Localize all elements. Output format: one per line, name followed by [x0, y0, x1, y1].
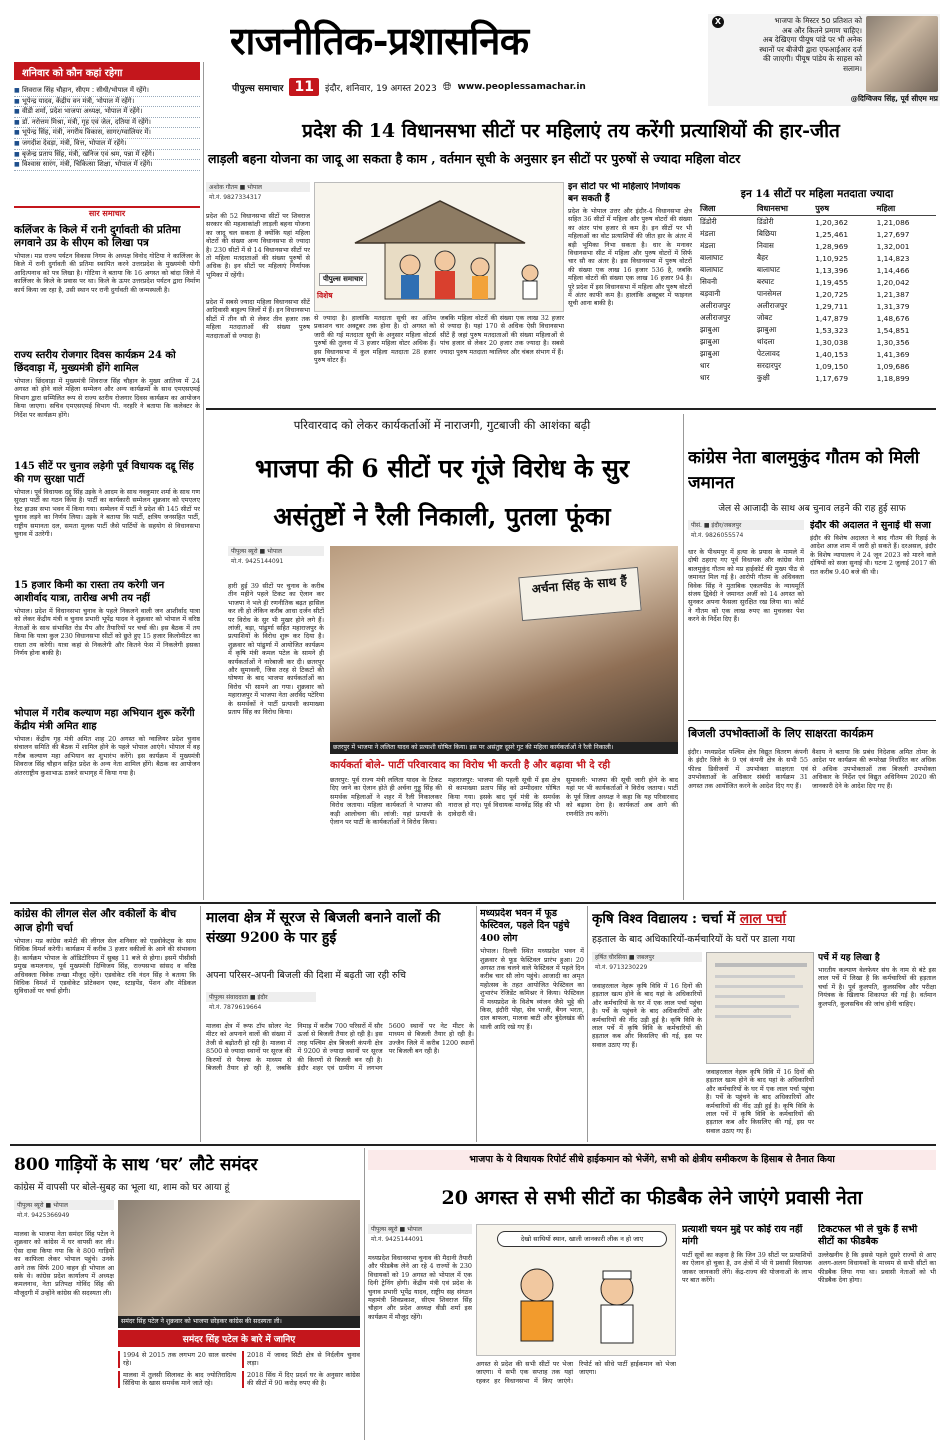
byline: पीपुल्स ब्यूरो ■ भोपाल मो.नं. 9425144091: [228, 546, 324, 572]
story-body: जवाहरलाल नेहरू कृषि विवि में 16 दिनों की हड़ताल खत्म होने के बाद यहां के अधिकारियों और कर्मचारियों के घर में एक लाल पर्चा पहुंचा है। पर्चे के पहुंचने के बाद अधिकारियों और कर्मचारियों की नींद उड़ी हुई है। कृषि विवि के लाल पर्चे में कृषि विवि के कर्मचारियों की हड़ताल कब और किसलिए की गई, इस पर सवाल उठाए गए हैं।: [592, 982, 702, 1049]
tweet-box: [708, 14, 940, 106]
list-item: मालवा में तुलसी सिलावट के बाद ज्योतिरादित्य सिंधिया के खास समर्थक माने जाते रहे।: [118, 1371, 236, 1388]
list-item: ■ जगदीश देवड़ा, मंत्री, वित्त, भोपाल में रहेंगे।: [14, 139, 200, 150]
data-table: [698, 202, 936, 384]
samandar-subhead: कांग्रेस में वापसी पर बोले-सुबह का भूला था, शाम को घर आया हूं: [14, 1182, 230, 1193]
list-item: ■ भूपेन्द्र सिंह, मंत्री, नगरीय विकास, सागर/ग्वालियर में।: [14, 128, 200, 139]
story-body: मालवा के भाजपा नेता समंदर सिंह पटेल ने शुक्रवार को कांग्रेस में घर वापसी कर ली। ऐसा दावा किया गया कि वे 800 गाड़ियों का काफिला लेकर भोपाल पहुंचे। उनके आने तक सिर्फ 200 वाहन ही भोपाल आ सके थे। कांग्रेस प्रदेश कार्यालय में अध्यक्ष कमलनाथ, नेता प्रतिपक्ष गोविंद सिंह की मौजूदगी में उन्होंने कांग्रेस की सदस्यता ली।: [14, 1230, 114, 1297]
joining-photo: [118, 1200, 360, 1316]
agri-subhead: हड़ताल के बाद अधिकारियों-कर्मचारियों के घरों पर डाला गया: [592, 934, 796, 945]
tweet-line: स्थानों पर बीजेपी द्वारा एफआईआर दर्ज: [759, 44, 862, 54]
table-row: बालाघाट बालाघाट 1,13,396 1,14,466: [700, 265, 910, 275]
agri-headline: कृषि विश्व विद्यालय : चर्चा में लाल पर्चा: [592, 911, 787, 927]
tweet-line: सलाम।: [843, 63, 862, 73]
byline: पीपुल्स संवाददाता ■ इंदौर मो.नं. 7879619664: [206, 992, 316, 1018]
schedule-sidebar: [14, 62, 200, 212]
tweet-line: अब देखिएगा पीयूष पांडे पर भी अनेक: [762, 35, 862, 45]
story-headline: प्रदेश की 14 विधानसभा सीटों पर महिलाएं तय करेंगी प्रत्याशियों की हार-जीत: [302, 120, 840, 142]
table-row: मंडला निवास 1,28,969 1,32,001: [700, 241, 910, 251]
story-headline: मध्यप्रदेश भवन में फूड फेस्टिवल, पहले दिन पहुंचे 400 लोग: [480, 908, 570, 944]
side-body: प्रदेश के भोपाल उत्तर और इंदौर-4 विधानसभा क्षेत्र सहित 36 सीटों में महिला और पुरुष वोटरों की संख्या का अंतर पांच हजार से कम है। इन सीटों पर भी महिलाओं का वोट प्रत्याशियों की जीत हार के अंतर में बड़ी भूमिका निभा सकता है। धार के मनावर विधानसभा सीट में महिला और पुरुष वोटरों में सिर्फ चार सौ का अंतर है। इस विधानसभा में पुरुष वोटरों की संख्या एक लाख 16 हजार 536 है, जबकि महिला वोटरों की संख्या एक लाख 16 हजार 94 है। पूरे प्रदेश में इस विधानसभा में महिला और पुरुष वोटरों में अंतर काफी कम है। हालांकि अक्टूबर में फाइनल सूची आना बाकी है।: [568, 207, 692, 308]
side-body: पार्टी सूत्रों का कहना है कि जिन 39 सीटों पर प्रत्याशियों का ऐलान हो चुका है, उन क्षेत्रों में भी ये प्रवासी विधायक जाकर जानकारी लेंगे। केंद्र-राज्य की योजनाओं के लाभ पर बात करेंगे।: [682, 1250, 812, 1285]
facts-title: समंदर सिंह पटेल के बारे में जानिए: [118, 1330, 360, 1347]
voter-table: [698, 186, 936, 400]
brief-body: भोपाल। छिंदवाड़ा में मुख्यमंत्री शिवराज सिंह चौहान के मुख्य आतिथ्य में 24 अगस्त को होने वाले महिला सम्मेलन और अन्य कार्यक्रमों के साथ एमएसएमई विभाग द्वारा सम्मिलित रूप से राज्य स्तरीय रोजगार दिवस कार्यक्रम का आयोजन किया जाएगा। सचिव एमएसएमई विभाग पी. नरहरि ने बताया कि कलेक्टर के निर्देश पर कार्यक्रम होंगे।: [14, 377, 200, 419]
story-body: जबकि महिला वोटरों की संख्या एक लाख 32 हजार से ज्यादा है। यहां 170 से अधिक ऐसी विधानसभा सीटें हैं जहां पुरुष मतदाताओं की संख्या महिलाओं से पांच हजार से लेकर 20 हजार तक ज्यादा है। सबसे ज्यादा पुरुष मतदाता ग्वालियर और चंबल संभाग में हैं।: [440, 314, 564, 356]
tweet-author: @दिग्विजय सिंह, पूर्व सीएम मप्र: [850, 94, 938, 103]
list-item: ■ डॉ. नरोत्तम मिश्रा, मंत्री, गृह एवं जेल, दतिया में रहेंगे।: [14, 118, 200, 129]
side-headline: टिकटफल भी ले चुके हैं सभी सीटों का फीडबैक: [818, 1224, 918, 1248]
samandar-headline: 800 गाड़ियों के साथ ‘घर’ लौटे समंदर: [14, 1155, 258, 1175]
leaflet-photo: [706, 952, 814, 1064]
photo-caption: समंदर सिंह पटेल ने शुक्रवार को भाजपा छोड़कर कांग्रेस की सदस्यता ली।: [118, 1316, 360, 1328]
story-subhead: लाड़ली बहना योजना का जादू आ सकता है काम , वर्तमान सूची के अनुसार इन सीटों पर पुरुषों से ज्यादा महिला वोटर: [208, 151, 741, 166]
twitter-icon: X: [712, 16, 724, 28]
side-body: भारतीय कल्याण वेलफेयर संघ के नाम से बंटे इस लाल पर्चे में लिखा है कि कर्मचारियों की हड़ताल चर्चा में है। पूर्व कुलपति, कुलसचिव और परीक्षा नियंत्रक के खिलाफ शिकायत की गई है। वर्तमान कुलपति, कुलसचिव की जांच होनी चाहिए।: [818, 966, 936, 1008]
bjp-subhead: कार्यकर्ता बोले- पार्टी परिवारवाद का विरोध भी करती है और बढ़ावा भी दे रही: [330, 760, 611, 771]
protest-banner: अर्चना सिंह के साथ हैं: [518, 567, 641, 621]
byline: पीपुल्स ब्यूरो ■ भोपाल मो.नं. 9425366949: [14, 1200, 114, 1226]
brief-headline: भोपाल में गरीब कल्याण महा अभियान शुरू करेंगी केंद्रीय मंत्री अमित शाह: [14, 708, 195, 732]
story-body: मध्यप्रदेश विधानसभा चुनाव की मैदानी तैयारी और फीडबैक लेने आ रहे 4 राज्यों के 230 विधायकों को 19 अगस्त को भोपाल में एक दिनी ट्रेनिंग होगी। केंद्रीय मंत्री एवं प्रदेश के चुनाव प्रभारी भूपेंद्र यादव, राष्ट्रीय सह संगठन महामंत्री शिवप्रकाश, सीएम शिवराज सिंह चौहान और प्रदेश अध्यक्ष वीडी शर्मा इस कार्यक्रम में मौजूद रहेंगे।: [368, 1254, 472, 1321]
cartoon-label: पीपुल्स समाचार: [319, 273, 367, 286]
power-headline: बिजली उपभोक्ताओं के लिए साक्षरता कार्यक्रम: [688, 727, 874, 740]
legal-cell-story: [14, 908, 196, 1140]
brief-body: भोपाल। मप्र राज्य पर्यटन विकास निगम के अध्यक्ष विनोद गोटिया ने कालिंजर के किले में रानी दुर्गावती की प्रतिमा स्थापित करने उत्तरप्रदेश के मुख्यमंत्री योगी आदित्यनाथ को पत्र लिखा है। गोटिया ने बताया कि 16 अगस्त को बांदा जिले में कालिंजर के किले के प्रवास पर था। किले के ऊपर उत्तरप्रदेश पर्यटन द्वारा निर्माण कार्य किया जा रहा है, उसी स्थान पर रानी दुर्गावती की जन्मस्थली है।: [14, 252, 200, 294]
bjp-kicker: परिवारवाद को लेकर कार्यकर्ताओं में नाराजगी, गुटबाजी की आशंका बढ़ी: [293, 418, 591, 432]
table-row: बड़वानी पानसेमल 1,20,725 1,21,387: [700, 289, 910, 299]
brief-headline: 145 सीटें पर चुनाव लड़ेगी पूर्व विधायक दद्दू सिंह की गण सुरक्षा पार्टी: [14, 461, 194, 485]
food-fest-story: [480, 908, 584, 1140]
list-item: 2018 में जावद सिटी क्षेत्र से निर्दलीय चुनाव लड़ा।: [242, 1351, 360, 1368]
brief-body: भोपाल। प्रदेश में विधानसभा चुनाव के पहले निकलने वाली जन आशीर्वाद यात्रा को लेकर केंद्रीय मंत्री व चुनाव प्रभारी भूपेंद्र यादव ने शुक्रवार को भोपाल में वरिष्ठ नेताओं के साथ संभावित रोड मैप और तैयारियों पर चर्चा की। इस बैठक में तय किया कि यात्रा कुल 230 विधानसभा सीटों को छुते हुए 15 हजार किलोमीटर का रास्ता तय करेगी। यात्रा कहां से निकलेगी और कितने फेस में निकलेगी इसका निर्णय होना बाकी है।: [14, 607, 200, 658]
bjp-headline-2: असंतुष्टों ने रैली निकाली, पुतला फूंका: [273, 502, 611, 531]
feedback-headline: 20 अगस्त से सभी सीटों का फीडबैक लेने जाएंगे प्रवासी नेता: [441, 1187, 863, 1209]
special-tag: विशेष: [317, 291, 333, 300]
table-row: डिंडोरी डिंडोरी 1,20,362 1,21,086: [700, 217, 910, 227]
cartoon-illustration: [314, 182, 564, 312]
table-row: बालाघाट बैहर 1,10,925 1,14,823: [700, 253, 910, 263]
table-row: अलीराजपुर जोबट 1,47,879 1,48,676: [700, 313, 910, 323]
congress-sidebar: [810, 520, 936, 716]
story-body: हारी हुई 39 सीटों पर चुनाव के करीब तीन महीने पहले टिकट का ऐलान कर भाजपा ने भले ही रणनीतिक बढ़त हासिल कर ली हो लेकिन करीब आधा दर्जन सीटों पर विरोध के सुर भी मुखर होने लगे हैं। लांजी, बड़ा, पांढुर्णा सहित महाराजपुर के प्रत्याशियों के विरोध शुरू कर दिया है। शुक्रवार को पांढुर्णा में आयोजित कार्यक्रम में कृषि मंत्री कमल पटेल के सामने ही कार्यकर्ताओं ने नारेबाजी कर दी। छतरपुर और सुमावली, जिस तरह से टिकटों की घोषणा के बाद भाजपा कार्यकर्ताओं का विरोध भी सामने आ गया। शुक्रवार को महाराजपुर में भाजपा नेता अरविंद पटेरिया के समर्थकों ने पार्टी प्रत्याशी कामाख्या प्रताप सिंह का विरोध किया।: [228, 582, 324, 717]
side-body: इंदौर की विशेष अदालत ने बाद गौतम की रिहाई के आदेश आज शाम में जारी हो सकते हैं। दरअसल, इंदौर के विशेष न्यायालय ने 24 जून 2023 को मारने वाले दोषियों को सजा सुनाई थी। घटना 2 जुलाई 2017 की रात करीब 9.40 बजे की थी।: [810, 534, 936, 576]
brief-body: भोपाल। पूर्व विधायक दद्दू सिंह उइके ने आदम के साथ नवकुमार शर्मा के साथ गण सुरक्षा पार्टी का गठन किया है। पार्टी का कार्यकारी सम्मेलन शुक्रवार को एमएलए रेस्ट हाउस सभा भवन में किया गया। सम्मेलन में पार्टी ने प्रदेश की 145 सीटों पर चुनाव लड़ने का निर्णय लिया। उइके ने बताया कि पार्टी, क्षत्रिय जनसहित पार्टी, राष्ट्रीय समानता दल, समता मूलक पार्टी जैसे पार्टियों के सहयोग से विधानसभा चुनाव में उतरेगी।: [14, 488, 200, 539]
story-body: धार के पीथमपुर में हत्या के प्रयास के मामले में दोषी ठहराए गए पूर्व विधायक और कांग्रेस नेता बालमुकुंद गौतम को मप्र हाईकोर्ट की मुख्य पीठ से जमानत मिल गई है। आरोपी गौतम के अधिवक्ता विवेक सिंह ने मुताबिक एकलपीठ के न्यायमूर्ति संजय द्विवेदी ने जमानत अर्जी को 14 अगस्त को सुनकर अपना फैसला सुरक्षित रख लिया था। कोर्ट ने गौतम को एक लाख रुपए का मुचलका पेश करने के निर्देश दिए हैं।: [688, 548, 804, 624]
story-body: महाराजपुर: भाजपा की पहली सूची में इस क्षेत्र से कामाख्या प्रताप सिंह को उम्मीदवार घोषित किया गया। इसके बाद पूर्व मंत्री के समर्थक नाराज हो गए। पूर्व विधायक मानवेंद्र सिंह की भी दावेदारी थी।: [448, 776, 560, 818]
bjp-headline-1: भाजपा की 6 सीटों पर गूंजे विरोध के सुर: [254, 454, 630, 483]
feedback-cartoon: [476, 1224, 676, 1356]
story-body: से ज्यादा है। हालांकि मतदाता सूची का अंतिम प्रकाशन चार अक्टूबर तक होना है। दो अगस्त को जारी की गई मतदाता सूची के अनुसार महिला वोटर्स पुरुषों की तुलना में 3 हजार महिला वोटर अधिक हैं। इस विधानसभा में कुल महिला मतदाता 28 हजार पुरुष वोटर हैं।: [314, 314, 436, 365]
left-briefs: [14, 224, 200, 900]
side-headline: प्रत्याशी चयन मुद्दे पर कोई राय नहीं मांगी: [682, 1224, 803, 1248]
dateline: इंदौर, शनिवार, 19 अगस्त 2023: [324, 83, 437, 94]
cartoon-figures-svg: [477, 1225, 676, 1356]
story-body: वैशाय ने बताया कि प्रबंध निदेशक अमित तोमर के आदेश पर कार्यक्रम की रूपरेखा निर्धारित कर अधिक से अधिक उपभोक्ताओं तक बिजली उपभोक्ता अधिकार के निर्देश एवं विद्युत अधिनियम 2020 की जानकारी देने के आदेश दिए गए हैं।: [812, 748, 936, 790]
byline: पीसं. ■ इंदौर/जबलपुर मो.नं. 9826055574: [688, 520, 804, 546]
list-item: ■ शिवराज सिंह चौहान, सीएम : सीधी/भोपाल में रहेंगे।: [14, 86, 200, 97]
feedback-kicker: भाजपा के ये विधायक रिपोर्ट सीधे हाईकमान को भेजेंगे, सभी को क्षेत्रीय समीकरण के हिसाब से तैनात किया: [368, 1150, 936, 1170]
brief-headline: कलिंजर के किले में रानी दुर्गावती की प्रतिमा लगवाने उप्र के सीएम को लिखा पत्र: [14, 224, 181, 249]
speech-bubble: देखो साथियों स्थान, खाली जानकारी लीक न हो जाए: [497, 1231, 667, 1247]
table-title: इन 14 सीटों पर महिला मतदाता ज्यादा: [740, 188, 894, 200]
masthead: [230, 16, 600, 106]
story-headline: कांग्रेस की लीगल सेल और वकीलों के बीच आज होगी चर्चा: [14, 908, 177, 934]
rally-photo: [330, 546, 678, 742]
feedback-sidebar: [682, 1224, 812, 1440]
solar-subhead: अपना परिसर-अपनी बिजली की दिशा में बढ़ती जा रही रुचि: [206, 970, 406, 981]
story-body: भोपाल। दिल्ली स्थित मध्यप्रदेश भवन में शुक्रवार से फूड फेस्टिवल प्रारंभ हुआ। 20 अगस्त तक चलने वाले फेस्टिवल में पहले दिन करीब चार सौ लोग पहुंचे। आजादी का अमृत महोत्सव के तहत आयोजित फेस्टिवल का शुभारंभ रेजिडेंट कमिश्नर ने किया। फेस्टिवल में मध्यप्रदेश के विशेष व्यंजन जैसे भुट्टे की किस, इंदौरी पोहा, सेव भाजी, बैंगन भरता, दाल बाफला, मालवा बाटी और बुंदेलखंड की थाली आदि रखे गए हैं।: [480, 947, 584, 1031]
sidebar-title: शनिवार को कौन कहां रहेगा: [14, 62, 200, 80]
table-row: अलीराजपुर अलीराजपुर 1,29,711 1,31,379: [700, 301, 910, 311]
solar-headline: मालवा क्षेत्र में सूरज से बिजली बनाने वालों की संख्या 9200 के पार हुई: [206, 910, 441, 946]
side-body: उल्लेखनीय है कि इससे पहले दूसरे राज्यों से आए अलग-अलग विधायकों के माध्यम से सभी सीटों का फीडबैक लिया गया था। प्रवासी नेताओं को भी फीडबैक देना होगा।: [818, 1250, 936, 1285]
list-item: ■ विश्वास सारंग, मंत्री, चिकित्सा शिक्षा, भोपाल में रहेंगे।: [14, 160, 200, 171]
table-row: धार सरदारपुर 1,09,150 1,09,686: [700, 361, 910, 371]
story-body: जवाहरलाल नेहरू कृषि विवि में 16 दिनों की हड़ताल खत्म होने के बाद यहां के अधिकारियों और कर्मचारियों के घर में एक लाल पर्चा पहुंचा है। पर्चे के पहुंचने के बाद अधिकारियों और कर्मचारियों की नींद उड़ी हुई है। कृषि विवि के लाल पर्चे में कृषि विवि के कर्मचारियों की हड़ताल कब और किसलिए की गई, इस पर सवाल उठाए गए हैं।: [706, 1068, 814, 1135]
red-leaflet-text: लाल पर्चा: [739, 911, 787, 927]
table-row: धार कुक्षी 1,17,679 1,18,899: [700, 373, 910, 383]
byline: हर्षित चौरसिया ■ जबलपुर मो.नं. 9713230229: [592, 952, 702, 978]
congress-subhead: जेल से आजादी के साथ अब चुनाव लड़ने की राह हुई साफ: [718, 504, 906, 514]
paper-name: पीपुल्स समाचार: [232, 83, 284, 94]
hut-cartoon-svg: [315, 183, 564, 312]
table-row: झाबुआ थांदला 1,30,038 1,30,356: [700, 337, 910, 347]
story-body: सुमावली: भाजपा की सूची जारी होने के बाद यहां पर भी कार्यकर्ताओं ने विरोध जताया। पार्टी के पूर्व जिला अध्यक्ष ने कहा कि यह परिवारवाद को बढ़ावा देना है। कार्यकर्ता अब आगे की रणनीति तय करेंगे।: [566, 776, 678, 818]
congress-headline: कांग्रेस नेता बालमुकुंद गौतम को मिली जमानत: [688, 448, 920, 493]
story-body: भोपाल। मप्र कांग्रेस कमेटी की लीगल सेल शनिवार को एडवोकेट्स के साथ विधिक विमर्श करेगी। कार्यक्रम में करीब 3 हजार वकीलों के आने की संभावना है। कार्यक्रम भोपाल के ऑडिटोरियम में सुबह 11 बजे से होगा। इसमें पीसीसी प्रमुख कमलनाथ, पूर्व मुख्यमंत्री दिग्विजय सिंह, राज्यसभा सांसद व वरिष्ठ अधिवक्ता विवेक तन्खा मौजूद रहेंगे। एडवोकेट रवि नंदन सिंह ने बताया कि विधिक विमर्श में एडवोकेट प्रोटेक्शन एक्ट, स्टाइपेंड, पेंशन और मेडिकल सुविधाओं पर चर्चा होगी।: [14, 937, 196, 996]
story-body: मालवा क्षेत्र में रूफ टॉप सोलर नेट मीटर को अपनाने वालों की संख्या में तेजी से बढ़ोतरी हो रही है। मालवा में 8500 से ज्यादा स्थानों पर सूरज की किरणों से पैनल्स के माध्यम से बिजली तैयार हो रही है, जबकि निमाड़ में करीब 700 परिसरों में सौर ऊर्जा से बिजली तैयार हो रही है। इस तरह पश्चिम क्षेत्र बिजली कंपनी क्षेत्र में 9200 से ज्यादा स्थानों पर सूरज की किरणों से बिजली बन रही है। इंदौर शहर एवं ग्रामीण में लगभग 5600 स्थानों पर नेट मीटर के माध्यम से बिजली तैयार हो रही है। उज्जैन जिले में करीब 1200 स्थानों पर बिजली बन रही है।: [206, 1022, 474, 1073]
portrait-photo: [866, 16, 938, 92]
table-row: झाबुआ झाबुआ 1,53,323 1,54,851: [700, 325, 910, 335]
story-body: अगस्त से प्रदेश की सभी सीटों पर भेजा जाएगा। ये सभी एक सप्ताह तक यहां रहकर हर विधानसभा में किए जाएंगे। रिपोर्ट को सीधे पार्टी हाईकमान को भेजा जाएगा।: [476, 1360, 676, 1385]
sidebar-story: [568, 182, 692, 406]
list-item: ■ भूपेन्द्र यादव, केंद्रीय वन मंत्री, भोपाल में रहेंगे।: [14, 97, 200, 108]
facts-box: [118, 1330, 360, 1440]
tweet-line: की जाएगी। पीयूष पांडेय के साहस को: [763, 54, 862, 64]
story-body: प्रदेश में सबसे ज्यादा महिला विधानसभा सीटें आदिवासी बाहुल्य जिलों में हैं। इन विधानसभा सीटों में तीन सौ से लेकर तीन हजार तक महिला मतदाताओं की संख्या पुरुष मतदाताओं से ज्यादा है।: [206, 298, 310, 340]
table-header-row: जिला विधानसभा पुरुष महिला: [698, 202, 936, 216]
side-headline: इन सीटों पर भी महिलाएं निर्णायक बन सकती हैं: [568, 182, 681, 204]
list-item: 1994 से 2015 तक लगभग 20 साल सरपंच रहे।: [118, 1351, 236, 1368]
agri-sidebar: [818, 952, 936, 1140]
page-number: 11: [289, 78, 318, 96]
list-item: 2018 सिंध में दिए प्रदर्श घर के अनुसार कांग्रेस की सीटों में 90 करोड़ रुपए की है।: [242, 1371, 360, 1388]
table-row: सिवनी बरघाट 1,19,455 1,20,042: [700, 277, 910, 287]
brief-body: भोपाल। केंद्रीय गृह मंत्री अमित शाह 20 अगस्त को ग्वालियर प्रदेश चुनाव संचालन समिति की बैठक में शामिल होने के पहले भोपाल आएंगे। भोपाल में वह गरीब कल्याण महा अभियान का शुभारंभ करेंगे। इस कार्यक्रम में मुख्यमंत्री शिवराज सिंह चौहान सहित प्रदेश के अन्य नेता शामिल होंगे। बैठक का आयोजन अंतरराष्ट्रीय कुशाभाऊ ठाकरे सभागृह में किया गया है।: [14, 735, 200, 777]
brief-headline: राज्य स्तरीय रोजगार दिवस कार्यक्रम 24 को छिंदवाड़ा में, मुख्यमंत्री होंगे शामिल: [14, 350, 176, 374]
photo-caption: छतरपुर में भाजपा ने ललिता यादव को प्रत्याशी घोषित किया। इस पर असंतुष्ट दूसरे गुट की महिला कार्यकर्ताओं ने रैली निकाली।: [330, 742, 678, 754]
globe-icon: 🌐︎: [442, 80, 452, 93]
list-item: ■ वीडी शर्मा, प्रदेश भाजपा अध्यक्ष, भोपाल में रहेंगे।: [14, 107, 200, 118]
byline: अशोक गौतम ■ भोपाल मो.नं. 9827334317: [206, 182, 310, 210]
brief-headline: 15 हजार किमी का रास्ता तय करेगी जन आशीर्वाद यात्रा, तारीख अभी तय नहीं: [14, 580, 165, 604]
list-item: ■ बृजेन्द्र प्रताप सिंह, मंत्री, खनिज एवं श्रम, पन्ना में रहेंगे।: [14, 150, 200, 161]
tweet-line: भाजपा के मिस्टर 50 प्रतिशत को: [774, 16, 862, 25]
website-link[interactable]: www.peoplessamachar.in: [457, 82, 586, 92]
byline: पीपुल्स ब्यूरो ■ भोपाल मो.नं. 9425144091: [368, 1224, 472, 1250]
story-body: छतरपुर: पूर्व राज्य मंत्री ललिता यादव के टिकट दिए जाने का ऐलान होते ही अर्चना गुड्डू सिंह की समर्थक महिलाओं ने शहर में रैली निकालकर विरोध जताया। महिला कार्यकर्ता ने भाजपा की कड़ी आलोचना की। लांजी: यहां प्रत्याशी के ऐलान पर पार्टी के कार्यकर्ताओं ने विरोध किया।: [330, 776, 442, 827]
tweet-line: अब और कितने प्रमाण चाहिए।: [782, 25, 862, 35]
side-headline: इंदौर की अदालत ने सुनाई थी सजा: [810, 520, 931, 531]
schedule-list: [14, 86, 200, 171]
story-body: प्रदेश की 52 विधानसभा सीटों पर शिवराज सरकार की महत्वाकांक्षी लाड़ली बहना योजना का जादू चल सकता है क्योंकि यहां महिला वोटरों की संख्या अन्य विधानसभा से ज्यादा है। 230 सीटों में से 14 विधानसभा सीटों पर तो महिला मतदाताओं की संख्या पुरुषों से अधिक है। इन सीटों पर महिलाएं निर्णायक भूमिका में रहेंगी।: [206, 212, 310, 279]
section-title: राजनीतिक-प्रशासनिक: [230, 18, 529, 63]
feedback-right: [818, 1224, 936, 1440]
side-headline: पर्चे में यह लिखा है: [818, 953, 880, 963]
table-row: मंडला बिछिया 1,25,461 1,27,697: [700, 229, 910, 239]
story-body: इंदौर। मध्यप्रदेश पश्चिम क्षेत्र विद्युत वितरण कंपनी के इंदौर जिले के 9 एवं कंपनी क्षेत्र के सभी 55 फील्ड डिवीजनों में उपभोक्ता साक्षरता एवं उपभोक्ताओं के अधिकार संबंधी कार्यक्रम 31 अगस्त तक आयोजित करने के आदेश दिए गए हैं।: [688, 748, 808, 790]
sar-samachar-label: सार समाचार: [14, 206, 200, 220]
table-row: झाबुआ पेटलावद 1,40,153 1,41,369: [700, 349, 910, 359]
